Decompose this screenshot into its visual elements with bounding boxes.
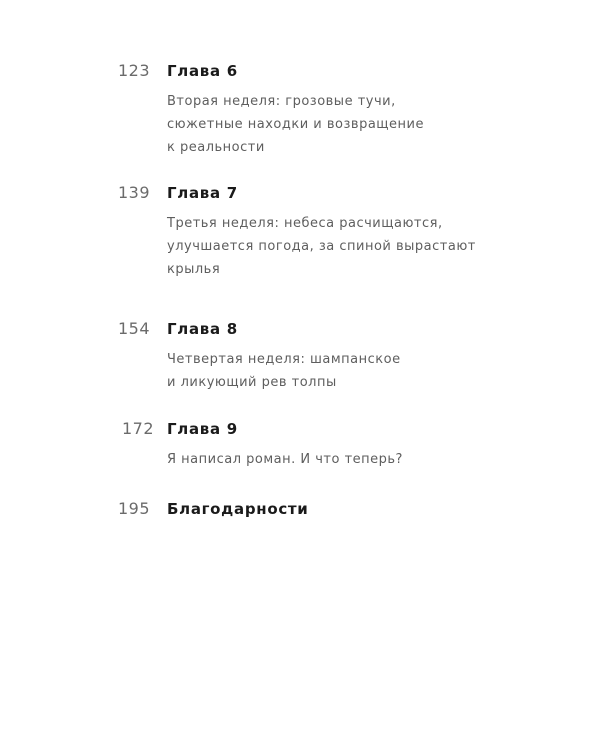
chapter-description [167, 90, 558, 159]
description-line: крылья [167, 262, 221, 277]
chapter-title[interactable]: Глава 7 [167, 184, 238, 202]
toc-entry-acknowledgments[interactable] [118, 498, 558, 520]
chapter-description [167, 348, 558, 394]
description-line: улучшается погода, за спиной вырастают [167, 239, 476, 254]
chapter-description [167, 212, 558, 281]
toc-entry-head [118, 498, 558, 520]
description-line: и ликующий рев толпы [167, 375, 337, 390]
description-line: Вторая неделя: грозовые тучи, [167, 94, 396, 109]
page-number: 139 [118, 183, 151, 202]
chapter-description [167, 448, 558, 471]
description-line: сюжетные находки и возвращение [167, 117, 424, 132]
toc-entry-chapter-8[interactable] [118, 318, 558, 394]
toc-entry-chapter-6[interactable] [118, 60, 558, 159]
description-line: Я написал роман. И что теперь? [167, 452, 403, 467]
page-number: 154 [118, 319, 151, 338]
toc-entry-head [118, 418, 558, 440]
description-line: Третья неделя: небеса расчищаются, [167, 216, 443, 231]
page-number: 195 [118, 499, 151, 518]
description-line: к реальности [167, 140, 265, 155]
description-line: Четвертая неделя: шампанское [167, 352, 401, 367]
chapter-title[interactable]: Глава 9 [167, 420, 238, 438]
chapter-title[interactable]: Благодарности [167, 500, 309, 518]
page-number: 123 [118, 61, 151, 80]
toc-entry-chapter-7[interactable] [118, 182, 558, 281]
toc-entry-head [118, 318, 558, 340]
toc-entry-chapter-9[interactable] [118, 418, 558, 471]
chapter-title[interactable]: Глава 6 [167, 62, 238, 80]
toc-entry-head [118, 182, 558, 204]
toc-entry-head [118, 60, 558, 82]
page-number: 172 [122, 419, 155, 438]
chapter-title[interactable]: Глава 8 [167, 320, 238, 338]
